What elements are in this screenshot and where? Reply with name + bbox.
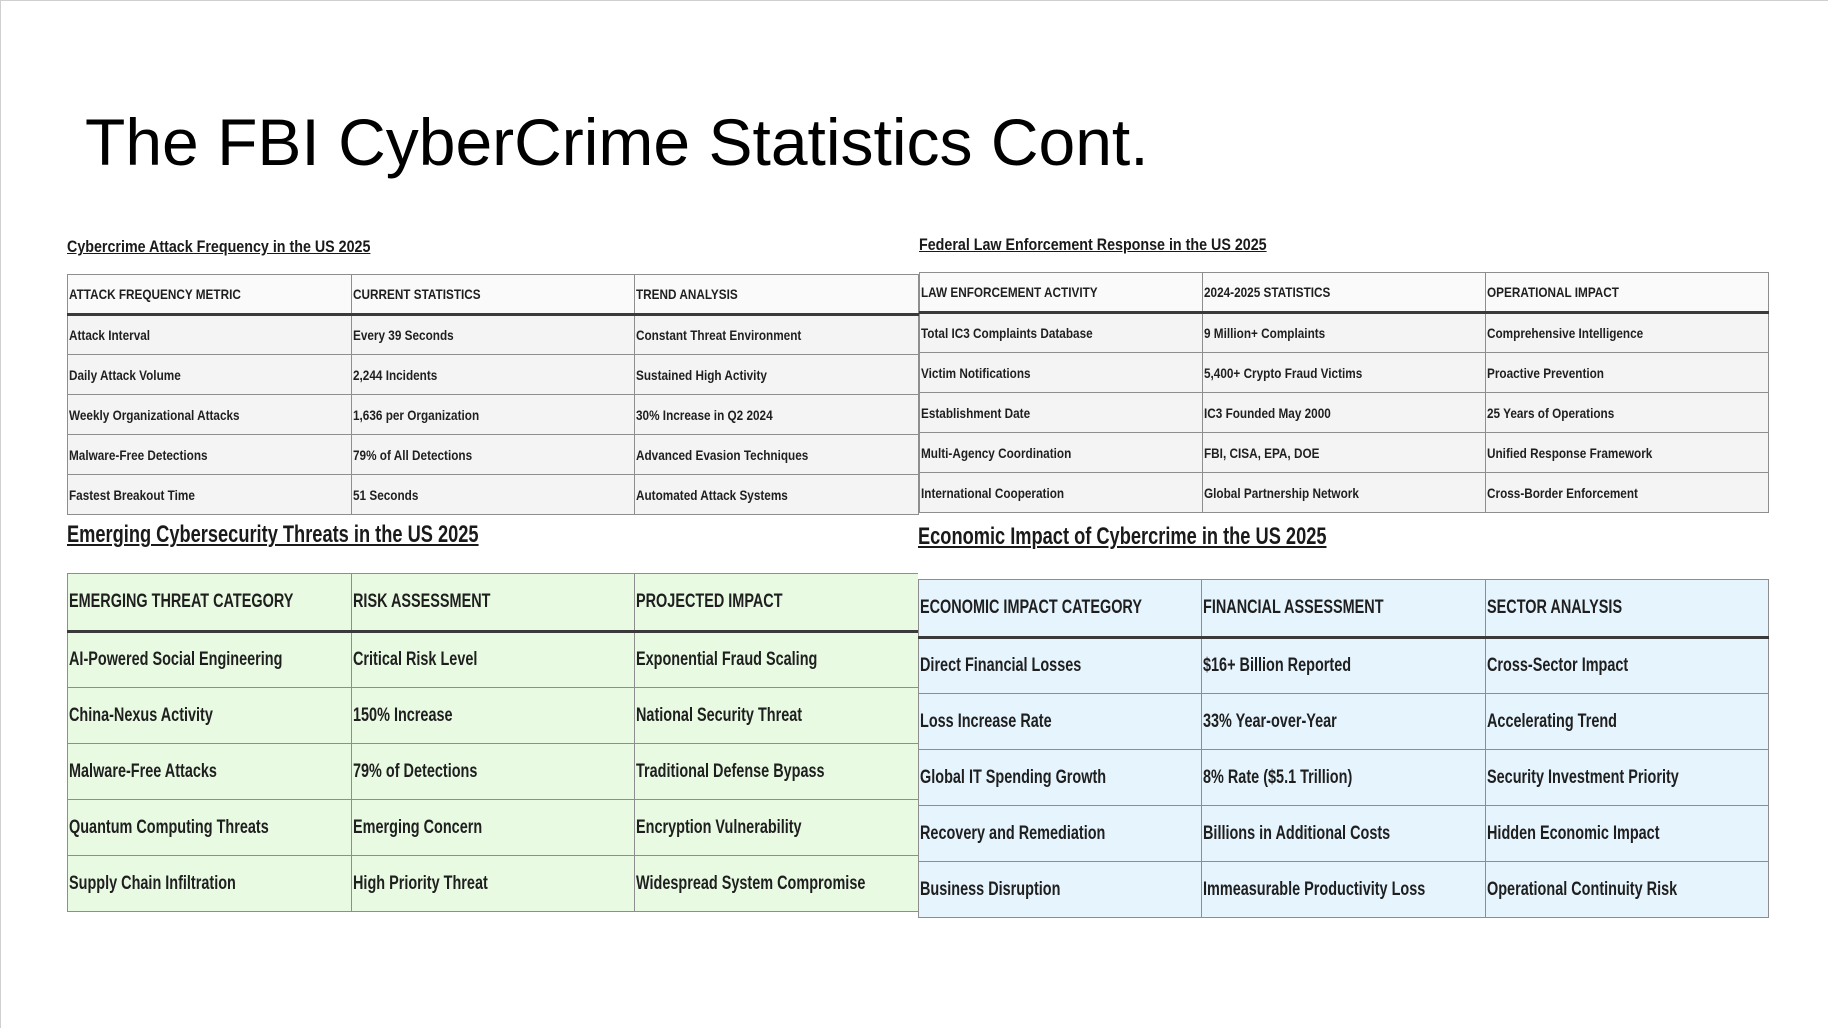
- column-header: FINANCIAL ASSESSMENT: [1202, 580, 1485, 638]
- table-cell: Billions in Additional Costs: [1202, 806, 1485, 862]
- table-row: [68, 355, 919, 395]
- table-row: [68, 688, 919, 744]
- table-row: [919, 862, 1769, 918]
- column-header: LAW ENFORCEMENT ACTIVITY: [920, 273, 1203, 313]
- column-header: RISK ASSESSMENT: [351, 574, 635, 632]
- table-cell: Global Partnership Network: [1203, 473, 1486, 513]
- attack-frequency-panel: [67, 232, 919, 515]
- table-cell: Emerging Concern: [351, 800, 635, 856]
- table-row: [920, 473, 1769, 513]
- table-cell: Attack Interval: [68, 315, 352, 355]
- table-row: [68, 395, 919, 435]
- law-enforcement-table: [919, 272, 1769, 513]
- table-cell: Widespread System Compromise: [635, 856, 919, 912]
- table-row: [919, 750, 1769, 806]
- attack-frequency-header: [67, 232, 919, 274]
- table-cell: National Security Threat: [635, 688, 919, 744]
- table-header-row: [920, 273, 1769, 313]
- law-enforcement-title: Federal Law Enforcement Response in the US 2025: [919, 235, 1267, 254]
- table-cell: 2,244 Incidents: [351, 355, 635, 395]
- table-cell: Advanced Evasion Techniques: [635, 435, 919, 475]
- table-cell: 1,636 per Organization: [351, 395, 635, 435]
- column-header: CURRENT STATISTICS: [351, 275, 635, 315]
- economic-impact-title: Economic Impact of Cybercrime in the US 2025: [918, 523, 1327, 550]
- emerging-threats-panel: [67, 515, 919, 912]
- table-cell: Malware-Free Detections: [68, 435, 352, 475]
- table-row: [68, 315, 919, 355]
- column-header: ECONOMIC IMPACT CATEGORY: [919, 580, 1202, 638]
- table-cell: Quantum Computing Threats: [68, 800, 352, 856]
- table-cell: 79% of All Detections: [351, 435, 635, 475]
- table-cell: Encryption Vulnerability: [635, 800, 919, 856]
- column-header: SECTOR ANALYSIS: [1485, 580, 1768, 638]
- table-row: [68, 475, 919, 515]
- column-header: 2024-2025 STATISTICS: [1203, 273, 1486, 313]
- table-cell: $16+ Billion Reported: [1202, 638, 1485, 694]
- table-cell: Cross-Border Enforcement: [1486, 473, 1769, 513]
- table-cell: 150% Increase: [351, 688, 635, 744]
- table-cell: IC3 Founded May 2000: [1203, 393, 1486, 433]
- column-header: TREND ANALYSIS: [635, 275, 919, 315]
- law-enforcement-panel: [919, 230, 1769, 513]
- law-enforcement-header: [919, 230, 1769, 272]
- table-row: [68, 744, 919, 800]
- table-cell: Proactive Prevention: [1486, 353, 1769, 393]
- table-row: [920, 313, 1769, 353]
- table-cell: Immeasurable Productivity Loss: [1202, 862, 1485, 918]
- table-cell: 8% Rate ($5.1 Trillion): [1202, 750, 1485, 806]
- table-cell: Comprehensive Intelligence: [1486, 313, 1769, 353]
- column-header: ATTACK FREQUENCY METRIC: [68, 275, 352, 315]
- table-cell: Business Disruption: [919, 862, 1202, 918]
- table-cell: AI-Powered Social Engineering: [68, 632, 352, 688]
- table-cell: International Cooperation: [920, 473, 1203, 513]
- column-header: PROJECTED IMPACT: [635, 574, 919, 632]
- emerging-threats-header: [67, 515, 919, 573]
- table-cell: Automated Attack Systems: [635, 475, 919, 515]
- economic-impact-table: [918, 579, 1769, 918]
- table-cell: Unified Response Framework: [1486, 433, 1769, 473]
- table-cell: Establishment Date: [920, 393, 1203, 433]
- attack-frequency-title: Cybercrime Attack Frequency in the US 2025: [67, 237, 371, 256]
- table-cell: Traditional Defense Bypass: [635, 744, 919, 800]
- table-cell: High Priority Threat: [351, 856, 635, 912]
- table-cell: Total IC3 Complaints Database: [920, 313, 1203, 353]
- table-cell: China-Nexus Activity: [68, 688, 352, 744]
- column-header: EMERGING THREAT CATEGORY: [68, 574, 352, 632]
- table-cell: 33% Year-over-Year: [1202, 694, 1485, 750]
- table-cell: FBI, CISA, EPA, DOE: [1203, 433, 1486, 473]
- table-row: [919, 806, 1769, 862]
- table-cell: Weekly Organizational Attacks: [68, 395, 352, 435]
- table-row: [68, 856, 919, 912]
- table-cell: Critical Risk Level: [351, 632, 635, 688]
- table-cell: Malware-Free Attacks: [68, 744, 352, 800]
- table-cell: Hidden Economic Impact: [1485, 806, 1768, 862]
- table-cell: 79% of Detections: [351, 744, 635, 800]
- table-cell: Accelerating Trend: [1485, 694, 1768, 750]
- table-cell: Fastest Breakout Time: [68, 475, 352, 515]
- table-cell: Operational Continuity Risk: [1485, 862, 1768, 918]
- column-header: OPERATIONAL IMPACT: [1486, 273, 1769, 313]
- table-cell: Recovery and Remediation: [919, 806, 1202, 862]
- table-cell: Victim Notifications: [920, 353, 1203, 393]
- table-cell: 51 Seconds: [351, 475, 635, 515]
- attack-frequency-table: [67, 274, 919, 515]
- table-row: [919, 638, 1769, 694]
- table-cell: Direct Financial Losses: [919, 638, 1202, 694]
- table-cell: 5,400+ Crypto Fraud Victims: [1203, 353, 1486, 393]
- table-cell: Loss Increase Rate: [919, 694, 1202, 750]
- economic-impact-header: [918, 519, 1769, 579]
- table-cell: Multi-Agency Coordination: [920, 433, 1203, 473]
- table-cell: Security Investment Priority: [1485, 750, 1768, 806]
- table-cell: Cross-Sector Impact: [1485, 638, 1768, 694]
- slide-title: The FBI CyberCrime Statistics Cont.: [85, 105, 1149, 179]
- emerging-threats-table: [67, 573, 919, 912]
- table-row: [68, 435, 919, 475]
- table-cell: 9 Million+ Complaints: [1203, 313, 1486, 353]
- emerging-threats-title: Emerging Cybersecurity Threats in the US 2025: [67, 521, 479, 548]
- table-header-row: [919, 580, 1769, 638]
- table-row: [920, 393, 1769, 433]
- table-row: [920, 353, 1769, 393]
- table-cell: Every 39 Seconds: [351, 315, 635, 355]
- table-cell: Supply Chain Infiltration: [68, 856, 352, 912]
- table-cell: Daily Attack Volume: [68, 355, 352, 395]
- table-row: [919, 694, 1769, 750]
- table-row: [68, 800, 919, 856]
- table-cell: 25 Years of Operations: [1486, 393, 1769, 433]
- table-row: [68, 632, 919, 688]
- table-header-row: [68, 275, 919, 315]
- table-cell: 30% Increase in Q2 2024: [635, 395, 919, 435]
- table-row: [920, 433, 1769, 473]
- table-cell: Exponential Fraud Scaling: [635, 632, 919, 688]
- table-header-row: [68, 574, 919, 632]
- table-cell: Constant Threat Environment: [635, 315, 919, 355]
- economic-impact-panel: [918, 519, 1769, 918]
- table-cell: Global IT Spending Growth: [919, 750, 1202, 806]
- table-cell: Sustained High Activity: [635, 355, 919, 395]
